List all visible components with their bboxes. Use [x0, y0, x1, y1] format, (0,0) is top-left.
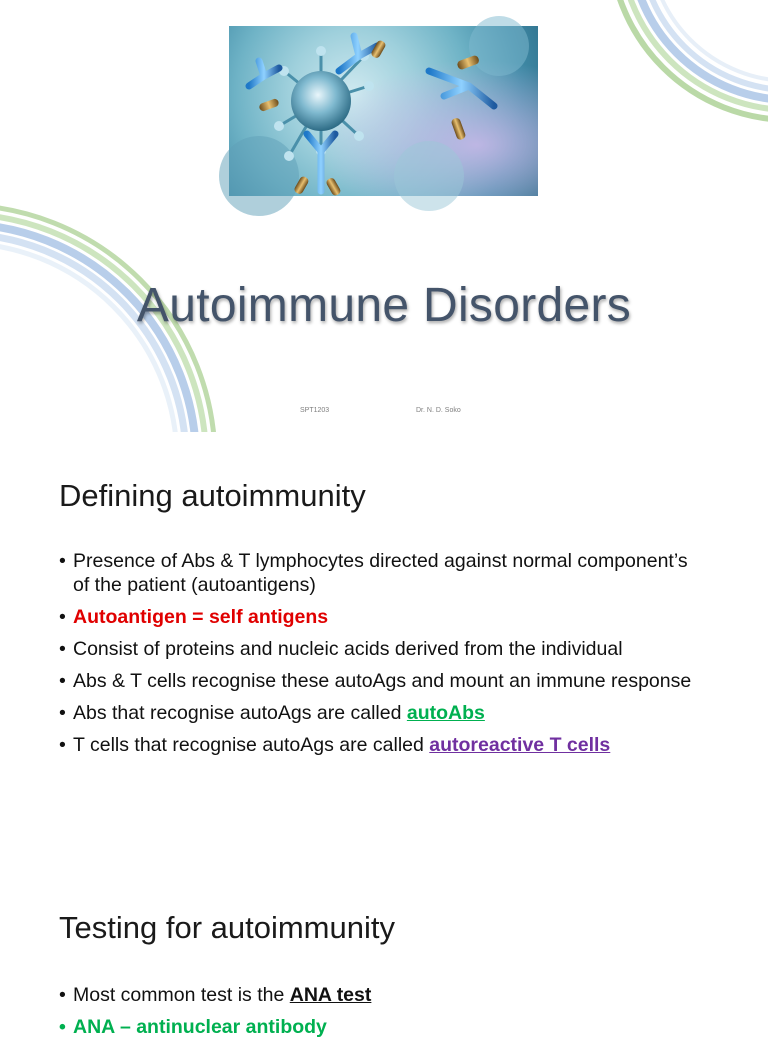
section-heading-defining: Defining autoimmunity: [59, 478, 366, 513]
content-slide: [0, 432, 768, 1038]
list-item: • Consist of proteins and nucleic acids derived from the individual: [59, 637, 699, 661]
list-item: • Abs that recognise autoAgs are called autoAbs: [59, 701, 699, 725]
list-item: • Most common test is the ANA test: [59, 983, 699, 1007]
slide-title: Autoimmune Disorders: [136, 279, 632, 332]
footer-author: Dr. N. D. Soko: [416, 407, 461, 414]
list-item: • Abs & T cells recognise these autoAgs and mount an immune response: [59, 669, 699, 693]
autoabs-term: autoAbs: [406, 702, 485, 724]
autoreactive-t-cells-term: autoreactive T cells: [429, 734, 611, 756]
list-item: [59, 605, 699, 629]
testing-bullet-list: [59, 983, 699, 1047]
list-item: • T cells that recognise autoAgs are called autoreactive T cells: [59, 733, 699, 757]
definition-bullet-list: [59, 549, 699, 765]
list-item: • Presence of Abs & T lymphocytes directed against normal component’s of the patient (autoantigens): [59, 549, 699, 597]
autoantigen-definition: Autoantigen = self antigens: [73, 606, 329, 628]
title-slide: [0, 0, 768, 432]
footer-course-code: SPT1203: [300, 407, 330, 414]
ana-test-term: ANA test: [289, 984, 372, 1006]
antibody-virus-illustration: [229, 26, 538, 196]
list-item: • ANA – antinuclear antibody: [59, 1015, 699, 1039]
section-heading-testing: Testing for autoimmunity: [59, 910, 395, 945]
